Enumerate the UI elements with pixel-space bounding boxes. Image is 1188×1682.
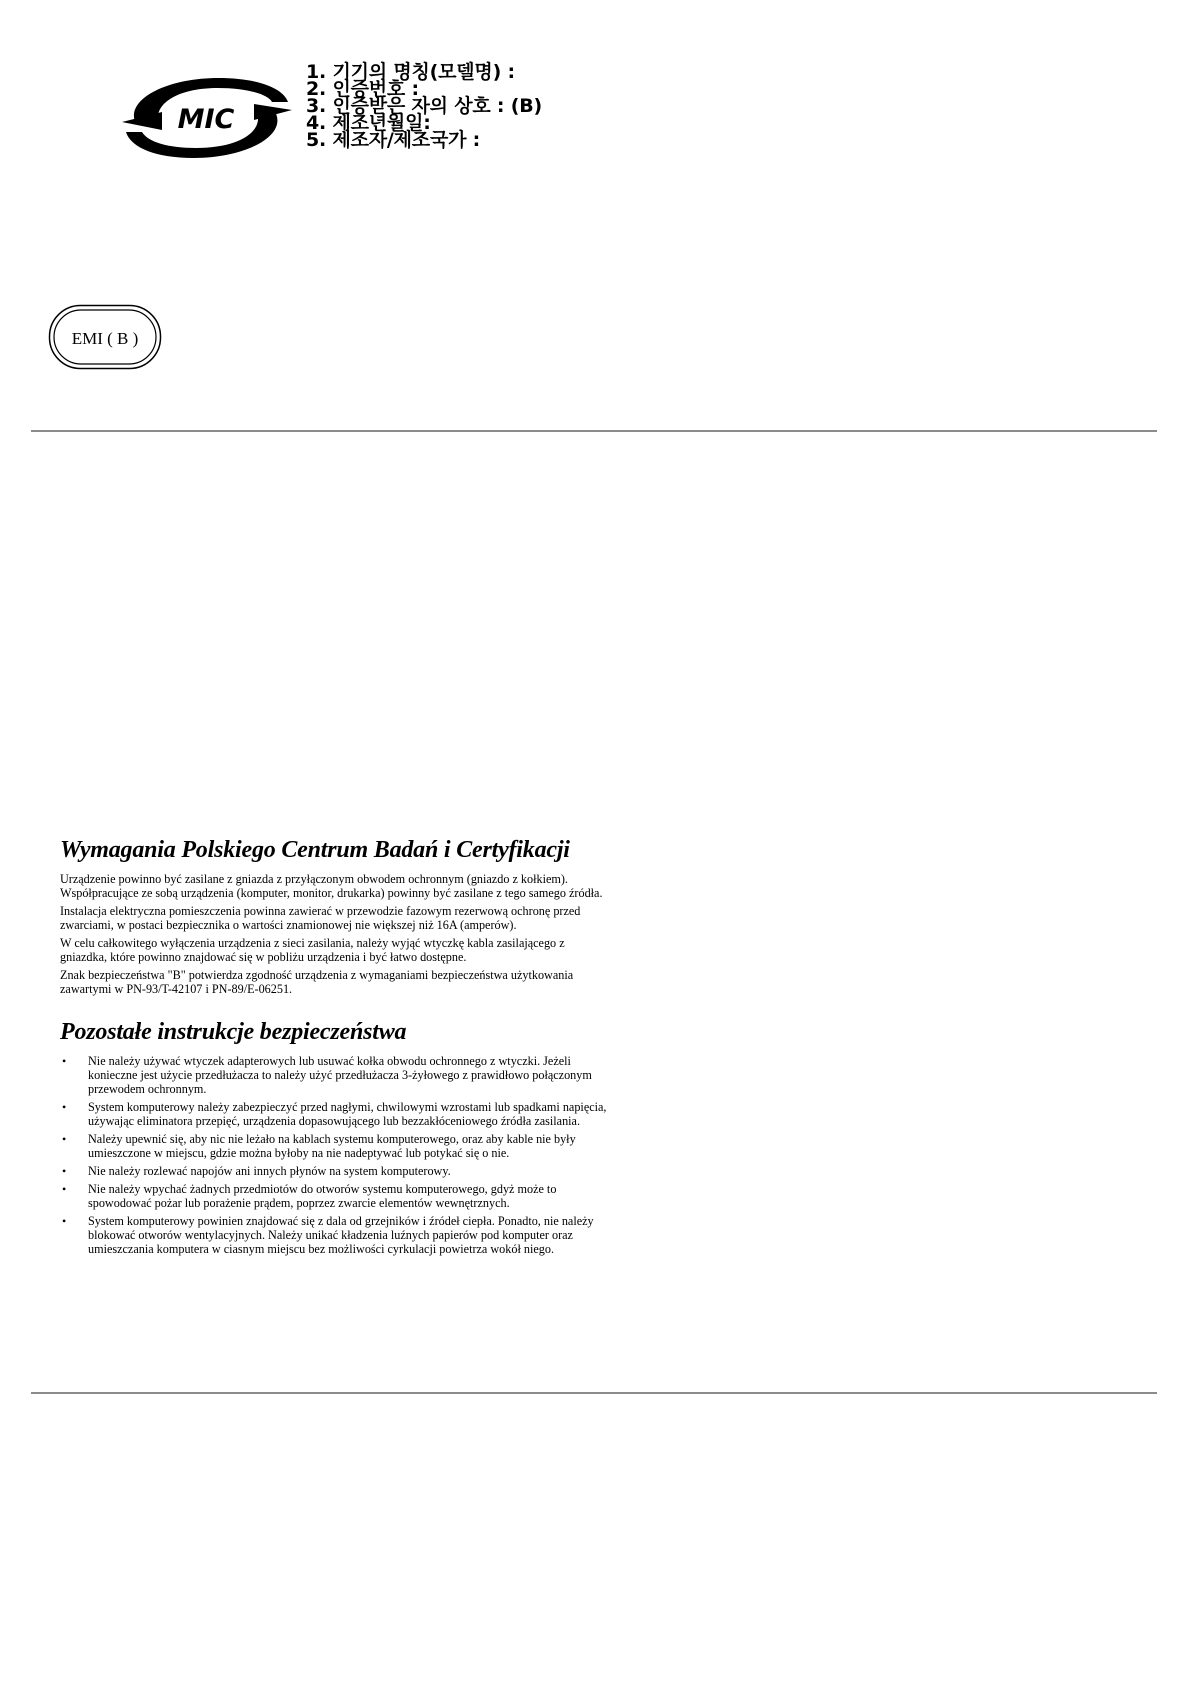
safety-bullet-list xyxy=(60,1054,608,1256)
list-item: • System komputerowy powinien znajdować się z dala od grzejników i źródeł ciepła. Ponadto, nie należy blokować otworów wentylacyjnych. Należy unikać kładzenia luźnych papierów pod komputer oraz umieszczania komputera w ciasnym miejscu bez możliwości cyrkulacji powietrza wokół niego. xyxy=(62,1214,594,1256)
emi-b-seal xyxy=(48,304,162,370)
bullet-icon: • xyxy=(62,1214,67,1228)
paragraph-1: Urządzenie powinno być zasilane z gniazda z przyłączonym obwodem ochronnym (gniazdo z kołkiem). Współpracujące ze sobą urządzenia (komputer, monitor, drukarka) powinny być zasilane z tego samego źródła. xyxy=(60,872,603,900)
list-item: • Nie należy rozlewać napojów ani innych płynów na system komputerowy. xyxy=(62,1164,451,1178)
bullet-icon: • xyxy=(62,1182,67,1196)
list-item: • Nie należy wpychać żadnych przedmiotów do otworów systemu komputerowego, gdyż może to spowodować pożar lub porażenie prądem, poprzez zwarcie elementów wewnętrznych. xyxy=(62,1182,557,1210)
mic-item-cert-number: 2. 인증번호 : xyxy=(306,78,419,100)
mic-item-date: 4. 제조년월일: xyxy=(306,112,431,134)
list-item: • Nie należy używać wtyczek adapterowych lub usuwać kołka obwodu ochronnego z wtyczki. Jeżeli konieczne jest użycie przedłużacza to należy użyć przedłużacza 3-żyłowego z prawidłowo połączonym przewodem ochronnym. xyxy=(62,1054,592,1096)
mic-logo xyxy=(122,72,292,162)
divider-bottom xyxy=(31,1392,1157,1394)
mic-item-model: 1. 기기의 명칭(모델명) : xyxy=(306,61,515,83)
bullet-icon: • xyxy=(62,1164,67,1178)
mic-item-manufacturer: 5. 제조자/제조국가 : xyxy=(306,129,481,151)
bullet-icon: • xyxy=(62,1054,67,1068)
mic-item-company: 3. 인증받은 자의 상호 : (B) xyxy=(306,95,542,117)
paragraph-3: W celu całkowitego wyłączenia urządzenia z sieci zasilania, należy wyjąć wtyczkę kabla zasilającego z gniazdka, które powinno znajdować się w pobliżu urządzenia i być łatwo dostępne. xyxy=(60,936,565,964)
mic-logo-text: MIC xyxy=(177,104,235,135)
emi-seal-text: EMI ( B ) xyxy=(71,329,139,348)
paragraph-4: Znak bezpieczeństwa "B" potwierdza zgodność urządzenia z wymaganiami bezpieczeństwa użytkowania zawartymi w PN-93/T-42107 i PN-89/E-06251. xyxy=(60,968,574,996)
bullet-icon: • xyxy=(62,1100,67,1114)
polish-safety-section xyxy=(60,836,608,1260)
bullet-icon: • xyxy=(62,1132,67,1146)
list-item: • Należy upewnić się, aby nic nie leżało na kablach systemu komputerowego, oraz aby kable nie były umieszczone w miejscu, gdzie można byłoby na nie nadeptywać lub potykać się o nie. xyxy=(62,1132,576,1160)
heading-pcbc-requirements: Wymagania Polskiego Centrum Badań i Certyfikacji xyxy=(60,837,570,863)
heading-other-safety: Pozostałe instrukcje bezpieczeństwa xyxy=(60,1019,407,1045)
divider-top xyxy=(31,430,1157,432)
list-item: • System komputerowy należy zabezpieczyć przed nagłymi, chwilowymi wzrostami lub spadkami napięcia, używając eliminatora przepięć, urządzenia dopasowującego lub bezzakłóceniowego źródła zasilania. xyxy=(62,1100,607,1128)
paragraph-2: Instalacja elektryczna pomieszczenia powinna zawierać w przewodzie fazowym rezerwową ochronę przed zwarciami, w postaci bezpiecznika o wartości znamionowej nie większej niż 16A (amperów). xyxy=(60,904,581,932)
mic-certification-list xyxy=(306,61,542,151)
